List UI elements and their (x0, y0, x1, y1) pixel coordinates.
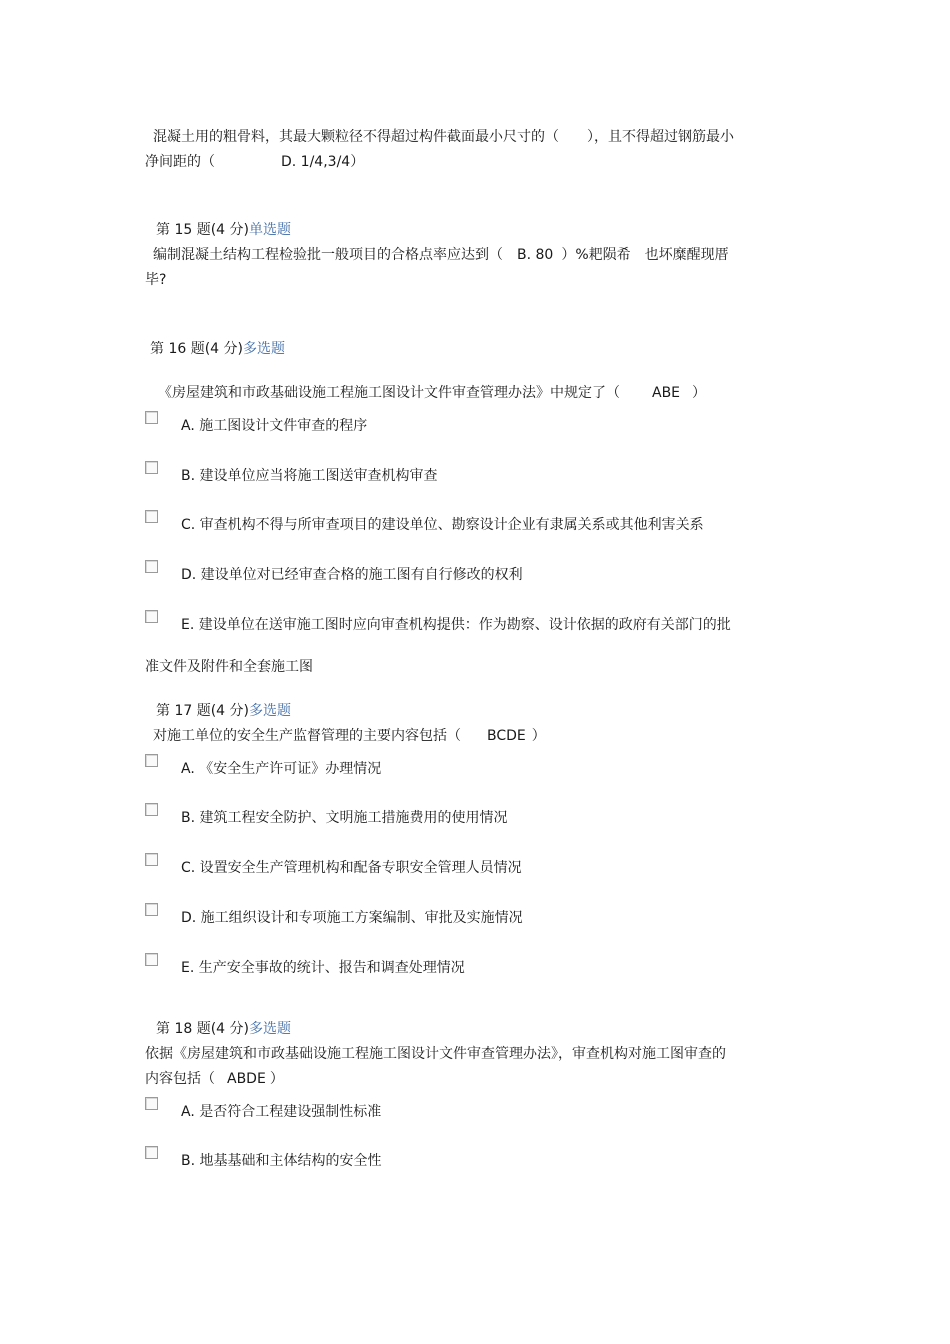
q14-stem-line2 (145, 152, 364, 172)
q16-header (150, 339, 285, 359)
q17-header (156, 701, 291, 721)
q16-option-e-checkbox[interactable] (145, 610, 158, 623)
q15-stem-line2: 毕? (145, 272, 167, 288)
q18-option-b-checkbox[interactable] (145, 1146, 158, 1159)
q18-type-link[interactable]: 多选题 (249, 1021, 291, 1037)
q14-stem-line1: 混凝土用的粗骨料，其最大颗粒径不得超过构件截面最小尺寸的（ ），且不得超过钢筋最小 (153, 129, 734, 145)
q17-stem-suffix: ） (531, 728, 546, 744)
q18-stem-prefix: 内容包括（ (145, 1071, 215, 1087)
q15-stem-prefix: 编制混凝土结构工程检验批一般项目的合格点率应达到（ (153, 247, 503, 263)
q17-option-d-label: D. 施工组织设计和专项施工方案编制、审批及实施情况 (181, 910, 523, 926)
q16-option-b-checkbox[interactable] (145, 461, 158, 474)
q15-answer: B. 80 (517, 247, 554, 263)
q16-option-a-checkbox[interactable] (145, 411, 158, 424)
q15-number: 第 15 题(4 分) (156, 222, 249, 238)
q17-option-a-checkbox[interactable] (145, 754, 158, 767)
q16-option-e-label: E. 建设单位在送审施工图时应向审查机构提供：作为勘察、设计依据的政府有关部门的批 (181, 617, 731, 633)
q17-option-d-checkbox[interactable] (145, 903, 158, 916)
q16-stem (158, 383, 706, 403)
q15-type-link[interactable]: 单选题 (249, 222, 291, 238)
q17-option-e-checkbox[interactable] (145, 953, 158, 966)
q17-option-e-label: E. 生产安全事故的统计、报告和调查处理情况 (181, 960, 465, 976)
q18-stem-line1: 依据《房屋建筑和市政基础设施工程施工图设计文件审查管理办法》，审查机构对施工图审查的 (145, 1046, 726, 1062)
q15-header (156, 220, 291, 240)
q18-option-a-label: A. 是否符合工程建设强制性标准 (181, 1104, 382, 1120)
q16-option-a-label: A. 施工图设计文件审查的程序 (181, 418, 368, 434)
q16-stem-suffix: ） (692, 385, 707, 401)
q14-stem-prefix: 净间距的（ (145, 154, 215, 170)
q18-header (156, 1019, 291, 1039)
q16-type-link[interactable]: 多选题 (243, 341, 285, 357)
q15-stem-suffix: ）%耙陨希 也坏糜醒现厝 (561, 247, 729, 263)
q16-option-c-label: C. 审查机构不得与所审查项目的建设单位、勘察设计企业有隶属关系或其他利害关系 (181, 517, 704, 533)
q17-number: 第 17 题(4 分) (156, 703, 249, 719)
q18-stem-suffix: ） (269, 1071, 284, 1087)
q14-answer: D. 1/4,3/4） (281, 154, 365, 170)
q16-option-c-checkbox[interactable] (145, 510, 158, 523)
q18-option-b-label: B. 地基基础和主体结构的安全性 (181, 1153, 382, 1169)
q15-stem-line1 (153, 245, 729, 265)
q17-option-c-checkbox[interactable] (145, 853, 158, 866)
q18-number: 第 18 题(4 分) (156, 1021, 249, 1037)
q17-option-b-label: B. 建筑工程安全防护、文明施工措施费用的使用情况 (181, 810, 508, 826)
q16-option-e-continuation: 准文件及附件和全套施工图 (145, 659, 313, 675)
q17-option-b-checkbox[interactable] (145, 803, 158, 816)
q16-stem-prefix: 《房屋建筑和市政基础设施工程施工图设计文件审查管理办法》中规定了（ (158, 385, 620, 401)
q18-stem-line2 (145, 1069, 284, 1089)
q17-stem (153, 726, 546, 746)
q16-number: 第 16 题(4 分) (150, 341, 243, 357)
q17-answer: BCDE (487, 728, 526, 744)
q17-option-a-label: A. 《安全生产许可证》办理情况 (181, 761, 382, 777)
q16-option-d-checkbox[interactable] (145, 560, 158, 573)
q18-answer: ABDE (227, 1071, 266, 1087)
q16-option-d-label: D. 建设单位对已经审查合格的施工图有自行修改的权利 (181, 567, 523, 583)
q18-option-a-checkbox[interactable] (145, 1097, 158, 1110)
q16-answer: ABE (652, 385, 681, 401)
q17-stem-prefix: 对施工单位的安全生产监督管理的主要内容包括（ (153, 728, 461, 744)
q17-option-c-label: C. 设置安全生产管理机构和配备专职安全管理人员情况 (181, 860, 522, 876)
q17-type-link[interactable]: 多选题 (249, 703, 291, 719)
q16-option-b-label: B. 建设单位应当将施工图送审查机构审查 (181, 468, 438, 484)
